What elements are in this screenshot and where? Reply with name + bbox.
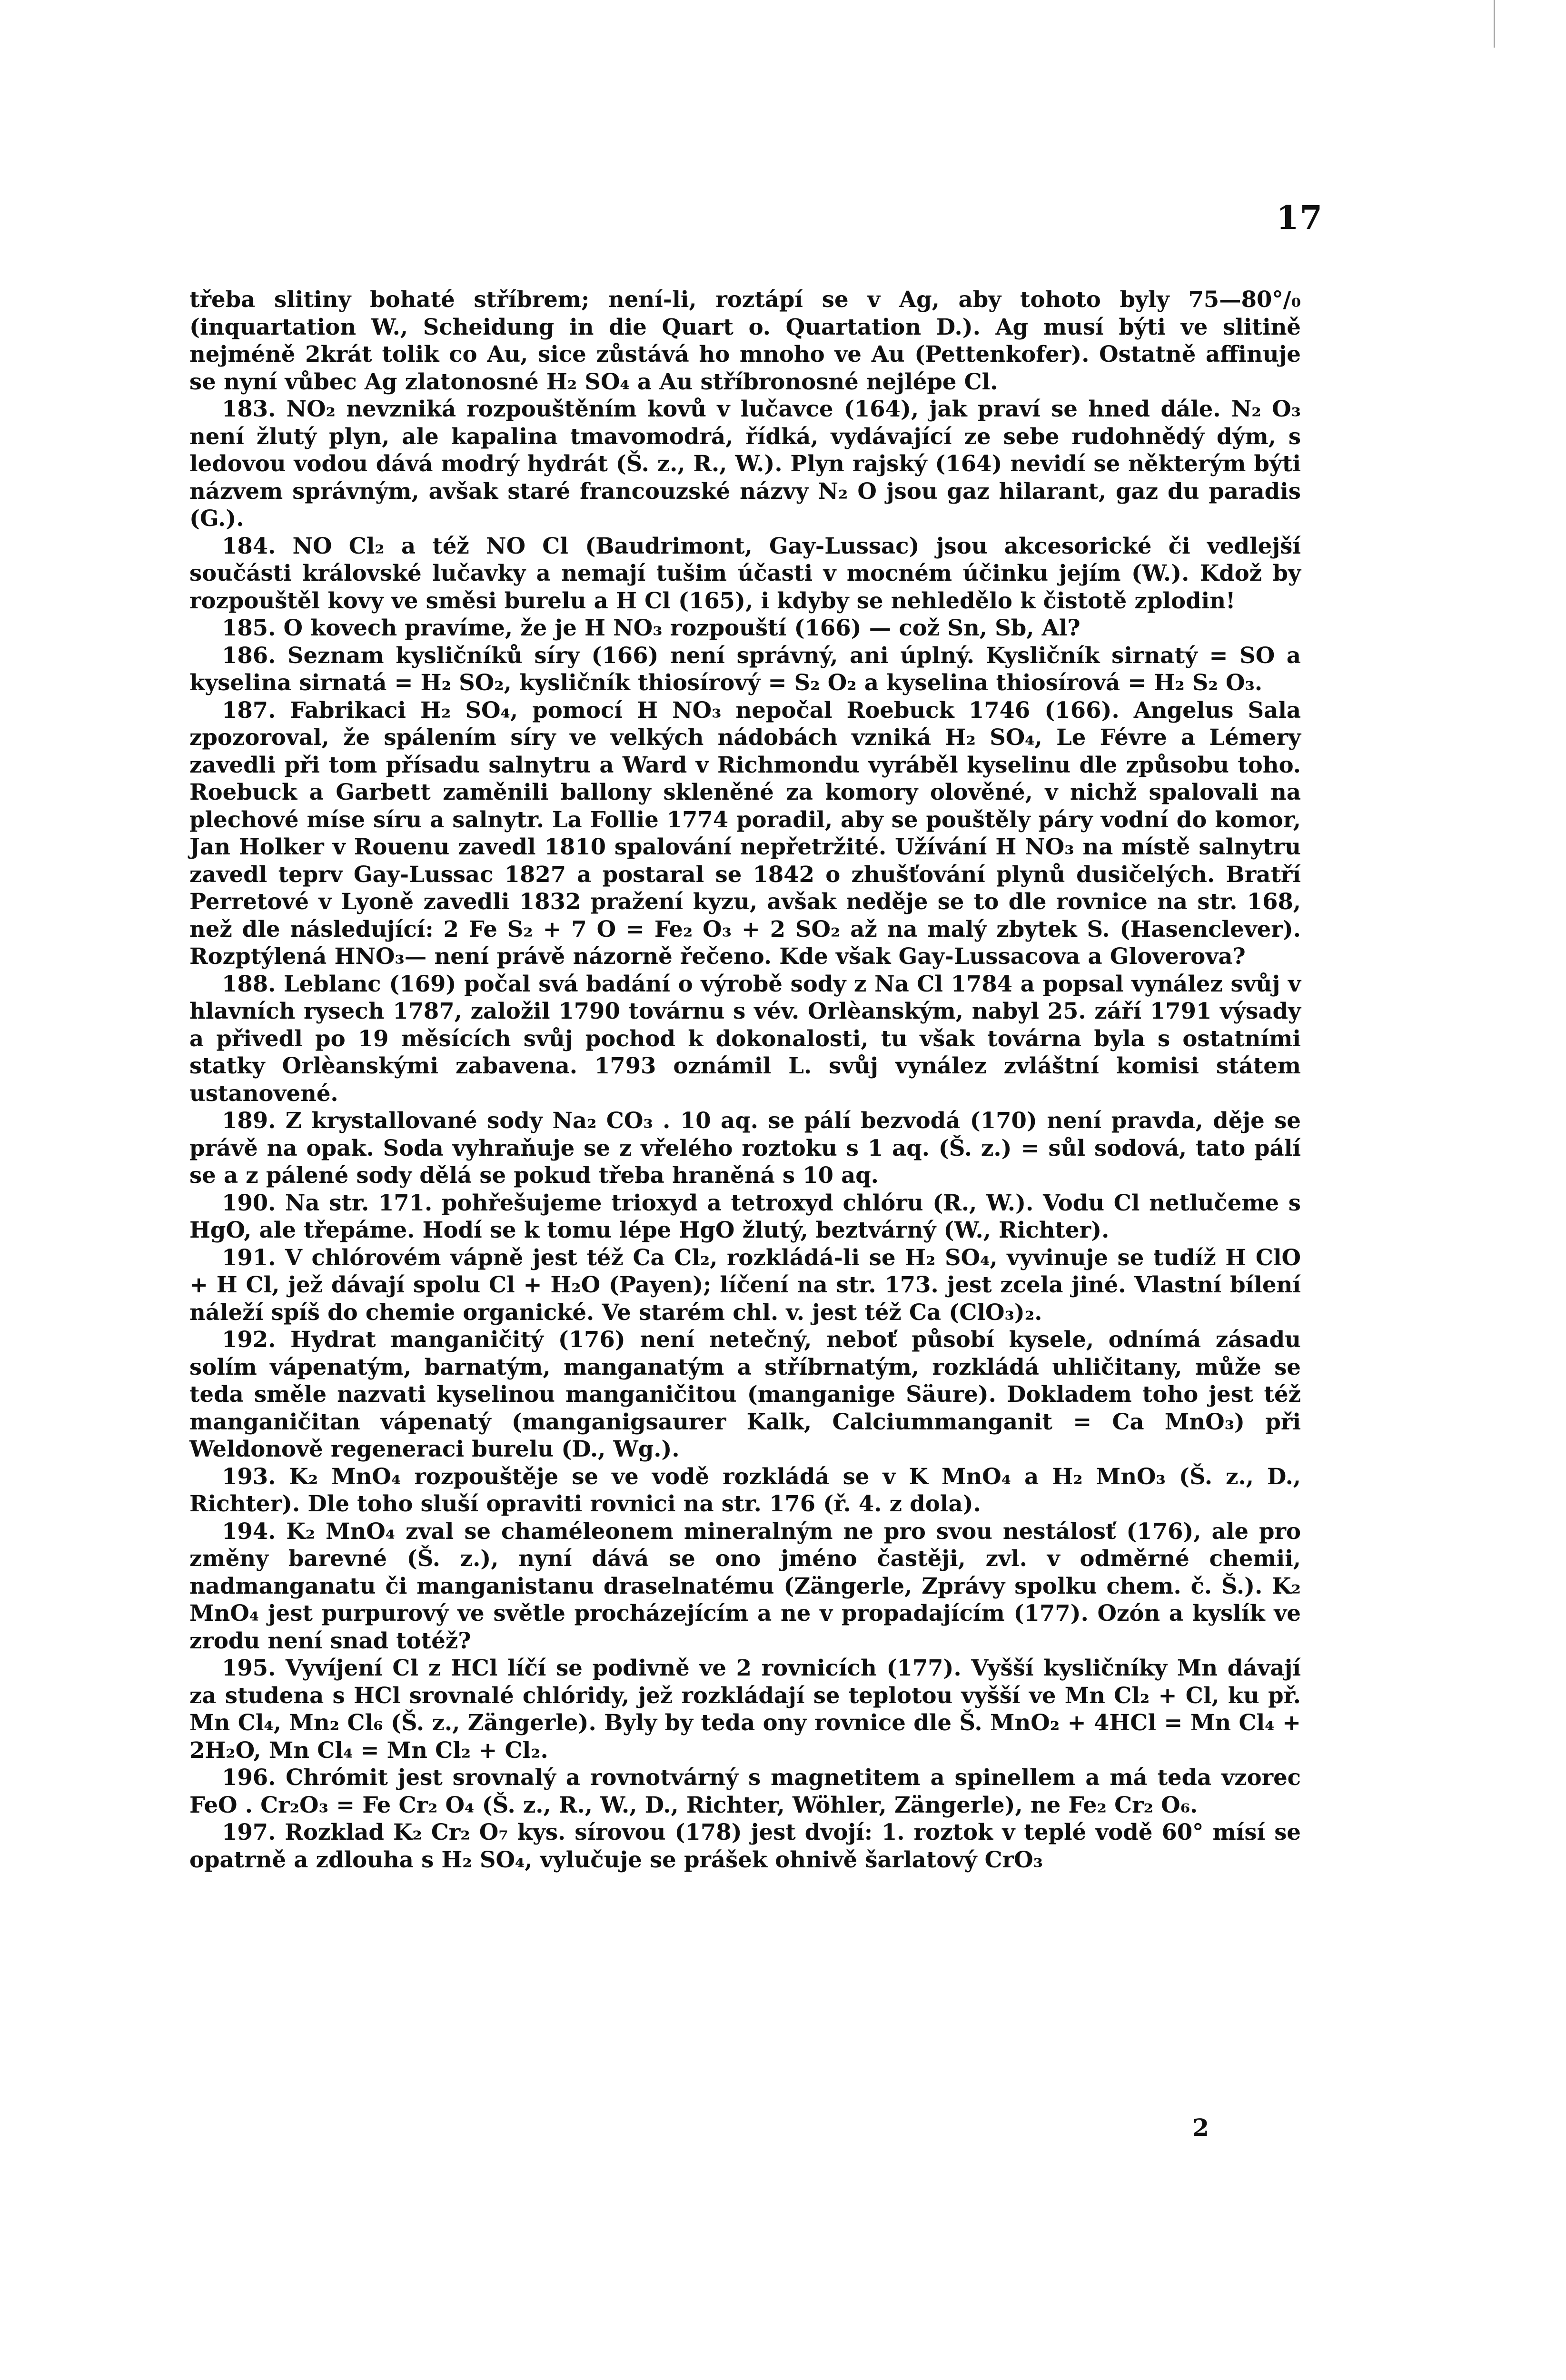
paragraph-190: 190. Na str. 171. pohřešujeme trioxyd a tetroxyd chlóru (R., W.). Vodu Cl netlučeme s HgO, ale třepáme. Hodí se k tomu lépe HgO žlutý, beztvárný (W., Richter). bbox=[189, 1189, 1301, 1243]
paragraph-196: 196. Chrómit jest srovnalý a rovnotvárný s magnetitem a spinellem a má teda vzorec FeO . Cr₂O₃ = Fe Cr₂ O₄ (Š. z., R., W., D., Richter, Wöhler, Zängerle), ne Fe₂ Cr₂ O₆. bbox=[189, 1764, 1301, 1818]
paragraph-185: 185. O kovech pravíme, že je H NO₃ rozpouští (166) — což Sn, Sb, Al? bbox=[222, 615, 1080, 641]
paragraph-194: 194. K₂ MnO₄ zval se chaméleonem mineralným ne pro svou nestálosť (176), ale pro změny barevné (Š. z.), nyní dává se ono jméno častěji, zvl. v odměrné chemii, nadmanganatu či manganistanu draselnatému (Zängerle, Zprávy spolku chem. č. Š.). K₂ MnO₄ jest purpurový ve světle procházejícím a ne v propadajícím (177). Ozón a kyslík ve zrodu není snad totéž? bbox=[189, 1517, 1301, 1654]
paragraph: třeba slitiny bohaté stříbrem; není-li, roztápí se v Ag, aby tohoto byly 75—80°/₀ (inquartation W., Scheidung in die Quart o. Quartation D.). Ag musí býti ve slitině nejméně 2krát tolik co Au, sice zůstává ho mnoho ve Au (Pettenkofer). Ostatně affinuje se nyní vůbec Ag zlatonosné H₂ SO₄ a Au stříbronosné nejlépe Cl. bbox=[189, 286, 1301, 395]
paragraph-191: 191. V chlórovém vápně jest též Ca Cl₂, rozkládá-li se H₂ SO₄, vyvinuje se tudíž H ClO + H Cl, jež dávají spolu Cl + H₂O (Payen); líčení na str. 173. jest zcela jiné. Vlastní bílení náleží spíš do chemie organické. Ve starém chl. v. jest též Ca (ClO₃)₂. bbox=[189, 1244, 1301, 1325]
paragraph-195: 195. Vyvíjení Cl z HCl líčí se podivně ve 2 rovnicích (177). Vyšší kysličníky Mn dávají za studena s HCl srovnalé chlóridy, jež rozkládají se teplotou vyšší ve Mn Cl₂ + Cl, ku př. Mn Cl₄, Mn₂ Cl₆ (Š. z., Zängerle). Byly by teda ony rovnice dle Š. MnO₂ + 4HCl = Mn Cl₄ + 2H₂O, Mn Cl₄ = Mn Cl₂ + Cl₂. bbox=[189, 1655, 1301, 1763]
paragraph-187: 187. Fabrikaci H₂ SO₄, pomocí H NO₃ nepočal Roebuck 1746 (166). Angelus Sala zpozoroval, že spálením síry ve velkých nádobách vzniká H₂ SO₄, Le Févre a Lémery zavedli při tom přísadu salnytru a Ward v Richmondu vyráběl kyselinu dle způsobu toho. Roebuck a Garbett zaměnili ballony skleněné za komory olověné, v nichž spalovali na plechové míse síru a salnytr. La Follie 1774 poradil, aby se pouštěly páry vodní do komor, Jan Holker v Rouenu zavedl 1810 spalování nepřetržité. Užívání H NO₃ na místě salnytru zavedl teprv Gay-Lussac 1827 a postaral se 1842 o zhušťování plynů dusičelých. Bratří Perretové v Lyoně zavedli 1832 pražení kyzu, avšak neděje se to dle rovnice na str. 168, než dle následující: 2 Fe S₂ + 7 O = Fe₂ O₃ + 2 SO₂ až na malý zbytek S. (Hasenclever). Rozptýlená HNO₃— není právě názorně řečeno. Kde však Gay-Lussacova a Gloverova? bbox=[189, 696, 1301, 969]
paragraph-183: 183. NO₂ nevzniká rozpouštěním kovů v lučavce (164), jak praví se hned dále. N₂ O₃ není žlutý plyn, ale kapalina tmavomodrá, řídká, vydávající ze sebe rudohnědý dým, s ledovou vodou dává modrý hydrát (Š. z., R., W.). Plyn rajský (164) nevidí se některým býti názvem správným, avšak staré francouzské názvy N₂ O jsou gaz hilarant, gaz du paradis (G.). bbox=[189, 396, 1301, 531]
page-number: 17 bbox=[1276, 199, 1323, 237]
paragraph-186: 186. Seznam kysličníků síry (166) není správný, ani úplný. Kysličník sirnatý = SO a kyselina sirnatá = H₂ SO₂, kysličník thiosírový = S₂ O₂ a kyselina thiosírová = H₂ S₂ O₃. bbox=[189, 642, 1301, 695]
paragraph-189: 189. Z krystallované sody Na₂ CO₃ . 10 aq. se pálí bezvodá (170) není pravda, děje se právě na opak. Soda vyhraňuje se z vřelého roztoku s 1 aq. (Š. z.) = sůl sodová, tato pálí se a z pálené sody dělá se pokud třeba hraněná s 10 aq. bbox=[189, 1107, 1301, 1188]
paragraph-184: 184. NO Cl₂ a též NO Cl (Baudrimont, Gay-Lussac) jsou akcesorické či vedlejší součásti královské lučavky a nemají tušim účasti v mocném účinku jejím (W.). Kdož by rozpouštěl kovy ve směsi burelu a H Cl (165), i kdyby se nehledělo k čistotě zplodin! bbox=[189, 532, 1301, 614]
signature-mark: 2 bbox=[1192, 2113, 1209, 2142]
body-text bbox=[189, 286, 1301, 1873]
paragraph-188: 188. Leblanc (169) počal svá badání o výrobě sody z Na Cl 1784 a popsal vynález svůj v hlavních rysech 1787, založil 1790 továrnu s vév. Orlèanským, nabyl 25. září 1791 výsady a přivedl po 19 měsících svůj pochod k dokonalosti, tu však továrna byla s ostatními statky Orlèanskými zabavena. 1793 oznámil L. svůj vynález zvláštní komisi státem ustanovené. bbox=[189, 970, 1301, 1106]
scan-edge-mark bbox=[1494, 0, 1566, 48]
paragraph-192: 192. Hydrat manganičitý (176) není netečný, neboť působí kysele, odnímá zásadu solím vápenatým, barnatým, manganatým a stříbrnatým, rozkládá uhličitany, může se teda směle nazvati kyselinou manganičitou (manganige Säure). Dokladem toho jest též manganičitan vápenatý (manganigsaurer Kalk, Calciummanganit = Ca MnO₃) při Weldonově regeneraci burelu (D., Wg.). bbox=[189, 1326, 1301, 1462]
paragraph-197: 197. Rozklad K₂ Cr₂ O₇ kys. sírovou (178) jest dvojí: 1. roztok v teplé vodě 60° mísí se opatrně a zdlouha s H₂ SO₄, vylučuje se prášek ohnivě šarlatový CrO₃ bbox=[189, 1819, 1301, 1873]
paragraph-193: 193. K₂ MnO₄ rozpouštěje se ve vodě rozkládá se v K MnO₄ a H₂ MnO₃ (Š. z., D., Richter). Dle toho sluší opraviti rovnici na str. 176 (ř. 4. z dola). bbox=[189, 1463, 1301, 1517]
